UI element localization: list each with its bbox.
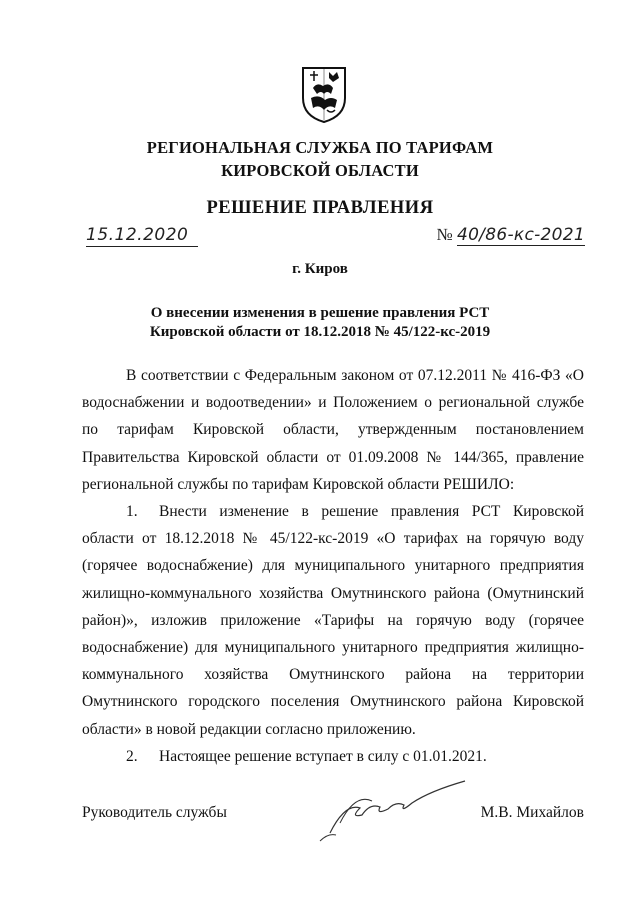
document-title: РЕШЕНИЕ ПРАВЛЕНИЯ xyxy=(206,198,434,218)
signatory-position: Руководитель службы xyxy=(82,804,227,821)
document-number: 40/86-кс-2021 xyxy=(456,225,585,245)
document-date: 15.12.2020 xyxy=(86,225,198,247)
coat-of-arms-icon xyxy=(299,64,349,124)
list-item-1 xyxy=(82,498,584,743)
org-name-line1: РЕГИОНАЛЬНАЯ СЛУЖБА ПО ТАРИФАМ xyxy=(146,138,494,157)
list-item-text: Внести изменение в решение правления РСТ Кировской области от 18.12.2018 № 45/122-кс-2019 «О тарифах на горячую воду (горячее водоснабжение) для муниципального унитарного предприятия жилищно-коммунального хозяйства Омутнинского района (Омутнинский район)», изложив приложение «Тарифы на горячую воду (горячее водоснабжение) для муниципального унитарного предприятия жилищно-коммунального хозяйства Омутнинского района на территории Омутнинского городского поселения Омутнинского района Кировской области» в новой редакции согласно приложению. xyxy=(82,503,584,738)
org-name-line2: КИРОВСКОЙ ОБЛАСТИ xyxy=(221,161,419,180)
subject-line2: Кировской области от 18.12.2018 № 45/122-кс-2019 xyxy=(149,324,491,340)
number-sign: № xyxy=(436,225,453,244)
document-number-block xyxy=(436,225,585,245)
document-body xyxy=(82,362,584,770)
list-item-text: Настоящее решение вступает в силу с 01.01.2021. xyxy=(159,747,487,765)
list-item-number: 2. xyxy=(126,747,138,765)
list-item-number: 1. xyxy=(126,503,138,521)
handwritten-signature-icon xyxy=(300,763,470,843)
subject-line1: О внесении изменения в решение правления РСТ xyxy=(150,305,490,321)
preamble-paragraph: В соответствии с Федеральным законом от 07.12.2011 № 416-ФЗ «О водоснабжении и водоотведении» и Положением о региональной службе по тарифам Кировской области, утвержденным постановлением Правительства Кировской области от 01.09.2008 № 144/365, правление региональной службы по тарифам Кировской области РЕШИЛО: xyxy=(82,367,584,493)
signatory-name: М.В. Михайлов xyxy=(480,804,584,821)
city: г. Киров xyxy=(292,261,348,277)
